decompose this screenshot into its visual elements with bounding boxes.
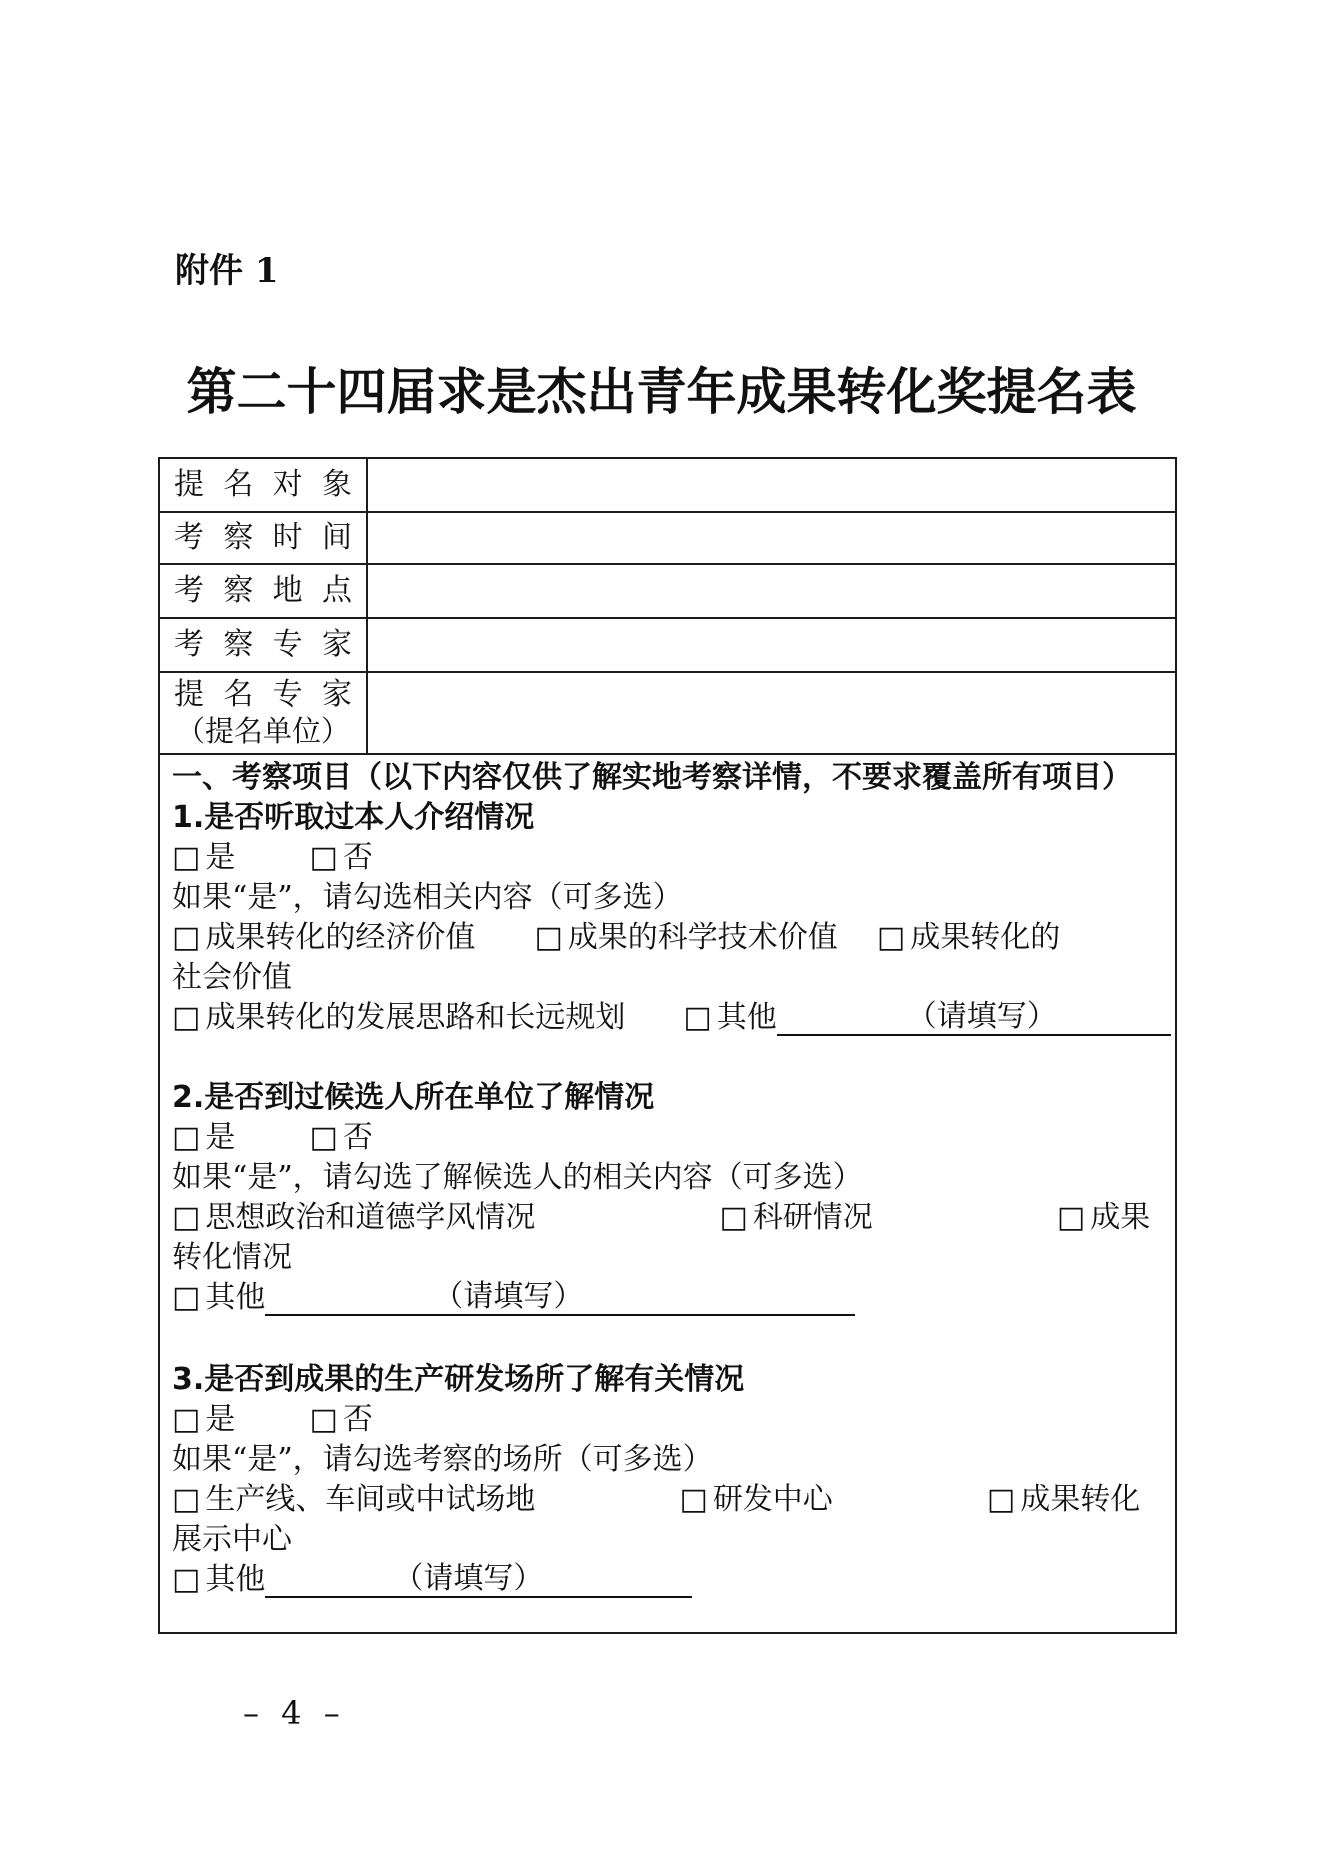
question1-options-line <box>172 918 1171 958</box>
option-label: 思想政治和道德学风情况 <box>205 1200 536 1235</box>
question3-yes-no-line <box>172 1400 1171 1440</box>
row-sublabel-nominating-unit: （提名单位） <box>176 714 351 748</box>
other-option-label: 其他 <box>716 1000 777 1035</box>
row-label-inspection-time: 考 察 时 间 <box>174 520 352 555</box>
question3-title: 3.是否到成果的生产研发场所了解有关情况 <box>172 1362 745 1397</box>
yes-option-label: 是 <box>205 1120 236 1155</box>
checkbox-icon: □ <box>172 1200 201 1235</box>
checkbox-icon: □ <box>876 920 906 955</box>
spacer <box>545 1508 670 1509</box>
question3-other-line <box>172 1560 1171 1600</box>
question2-title: 2.是否到过候选人所在单位了解情况 <box>172 1080 655 1115</box>
table-row-inspection-experts <box>160 619 1175 673</box>
question1-yes-no-line <box>172 838 1171 878</box>
checkbox-icon: □ <box>172 840 201 875</box>
yes-option-label: 是 <box>205 1402 236 1437</box>
checkbox-icon: □ <box>683 1000 712 1035</box>
checkbox-icon: □ <box>172 1120 201 1155</box>
checkbox-icon: □ <box>719 1200 748 1235</box>
question1-options-wrap-line: 社会价值 <box>172 960 292 995</box>
question2-options-wrap-line: 转化情况 <box>172 1240 292 1275</box>
option-label: 成果转化的 <box>910 920 1061 955</box>
option-label: 成果转化 <box>1020 1482 1141 1517</box>
checkbox-icon: □ <box>534 920 563 955</box>
row-value-nominating-expert <box>368 673 1175 753</box>
no-option-label: 否 <box>342 1402 373 1437</box>
row-value-inspection-time <box>368 513 1175 563</box>
spacer <box>882 1226 1047 1227</box>
option-label: 生产线、车间或中试场地 <box>205 1482 536 1517</box>
spacer <box>245 1146 300 1147</box>
question2-options-line <box>172 1198 1171 1238</box>
fill-in-blank-underline <box>265 1278 855 1316</box>
checkbox-icon: □ <box>172 1402 201 1437</box>
section-heading: 一、考察项目（以下内容仅供了解实地考察详情，不要求覆盖所有项目） <box>172 760 1132 795</box>
spacer <box>245 1428 300 1429</box>
option-label: 成果 <box>1090 1200 1151 1235</box>
question2-yes-no-line <box>172 1118 1171 1158</box>
spacer <box>545 1226 710 1227</box>
other-option-label: 其他 <box>205 1562 266 1597</box>
checkbox-icon: □ <box>172 920 201 955</box>
spacer <box>245 866 300 867</box>
question2-other-line <box>172 1278 1171 1318</box>
spacer <box>842 1508 977 1509</box>
row-label-inspection-experts: 考 察 专 家 <box>174 627 352 662</box>
survey-section-row <box>160 755 1175 1632</box>
fill-hint-label: （请填写） <box>393 1561 544 1596</box>
fill-hint-label: （请填写） <box>906 999 1057 1034</box>
question1-title: 1.是否听取过本人介绍情况 <box>172 800 535 835</box>
table-row-nominating-expert <box>160 673 1175 755</box>
question3-hint: 如果“是”，请勾选考察的场所（可多选） <box>172 1442 713 1477</box>
nomination-info-table <box>158 457 1177 1634</box>
option-label: 成果转化的经济价值 <box>205 920 476 955</box>
checkbox-icon: □ <box>172 1280 201 1315</box>
question1-other-line <box>172 998 1171 1038</box>
checkbox-icon: □ <box>1056 1200 1086 1235</box>
spacer <box>485 946 525 947</box>
table-row-nominee <box>160 459 1175 513</box>
option-label: 科研情况 <box>752 1200 873 1235</box>
checkbox-icon: □ <box>309 1402 338 1437</box>
option-label: 研发中心 <box>712 1482 833 1517</box>
row-label-nominee: 提 名 对 象 <box>174 467 352 502</box>
row-label-nominating-expert: 提 名 专 家 <box>174 677 352 712</box>
question1-hint: 如果“是”，请勾选相关内容（可多选） <box>172 880 683 915</box>
page-title: 第二十四届求是杰出青年成果转化奖提名表 <box>186 362 1137 421</box>
spacer <box>625 998 683 999</box>
spacer <box>847 946 867 947</box>
question2-hint: 如果“是”，请勾选了解候选人的相关内容（可多选） <box>172 1160 863 1195</box>
fill-in-blank-underline <box>777 998 1171 1036</box>
no-option-label: 否 <box>342 1120 373 1155</box>
checkbox-icon: □ <box>172 1562 201 1597</box>
row-value-nominee <box>368 459 1175 511</box>
page-number: – 4 – <box>243 1694 346 1732</box>
row-value-inspection-place <box>368 565 1175 617</box>
no-option-label: 否 <box>342 840 373 875</box>
other-option-label: 其他 <box>205 1280 266 1315</box>
checkbox-icon: □ <box>986 1482 1016 1517</box>
question3-options-line <box>172 1480 1171 1520</box>
fill-hint-label: （请填写） <box>433 1279 584 1314</box>
checkbox-icon: □ <box>679 1482 708 1517</box>
question3-options-wrap-line: 展示中心 <box>172 1522 292 1557</box>
checkbox-icon: □ <box>309 1120 338 1155</box>
attachment-label: 附件 1 <box>175 251 279 291</box>
table-row-inspection-place <box>160 565 1175 619</box>
option-label: 成果的科学技术价值 <box>567 920 838 955</box>
row-label-inspection-place: 考 察 地 点 <box>174 573 352 608</box>
checkbox-icon: □ <box>172 1482 201 1517</box>
row-value-inspection-experts <box>368 619 1175 671</box>
fill-in-blank-underline <box>265 1560 692 1598</box>
checkbox-icon: □ <box>172 1000 201 1035</box>
option-label: 成果转化的发展思路和长远规划 <box>205 1000 626 1035</box>
survey-section <box>160 755 1175 1632</box>
table-row-inspection-time <box>160 513 1175 565</box>
checkbox-icon: □ <box>309 840 338 875</box>
yes-option-label: 是 <box>205 840 236 875</box>
